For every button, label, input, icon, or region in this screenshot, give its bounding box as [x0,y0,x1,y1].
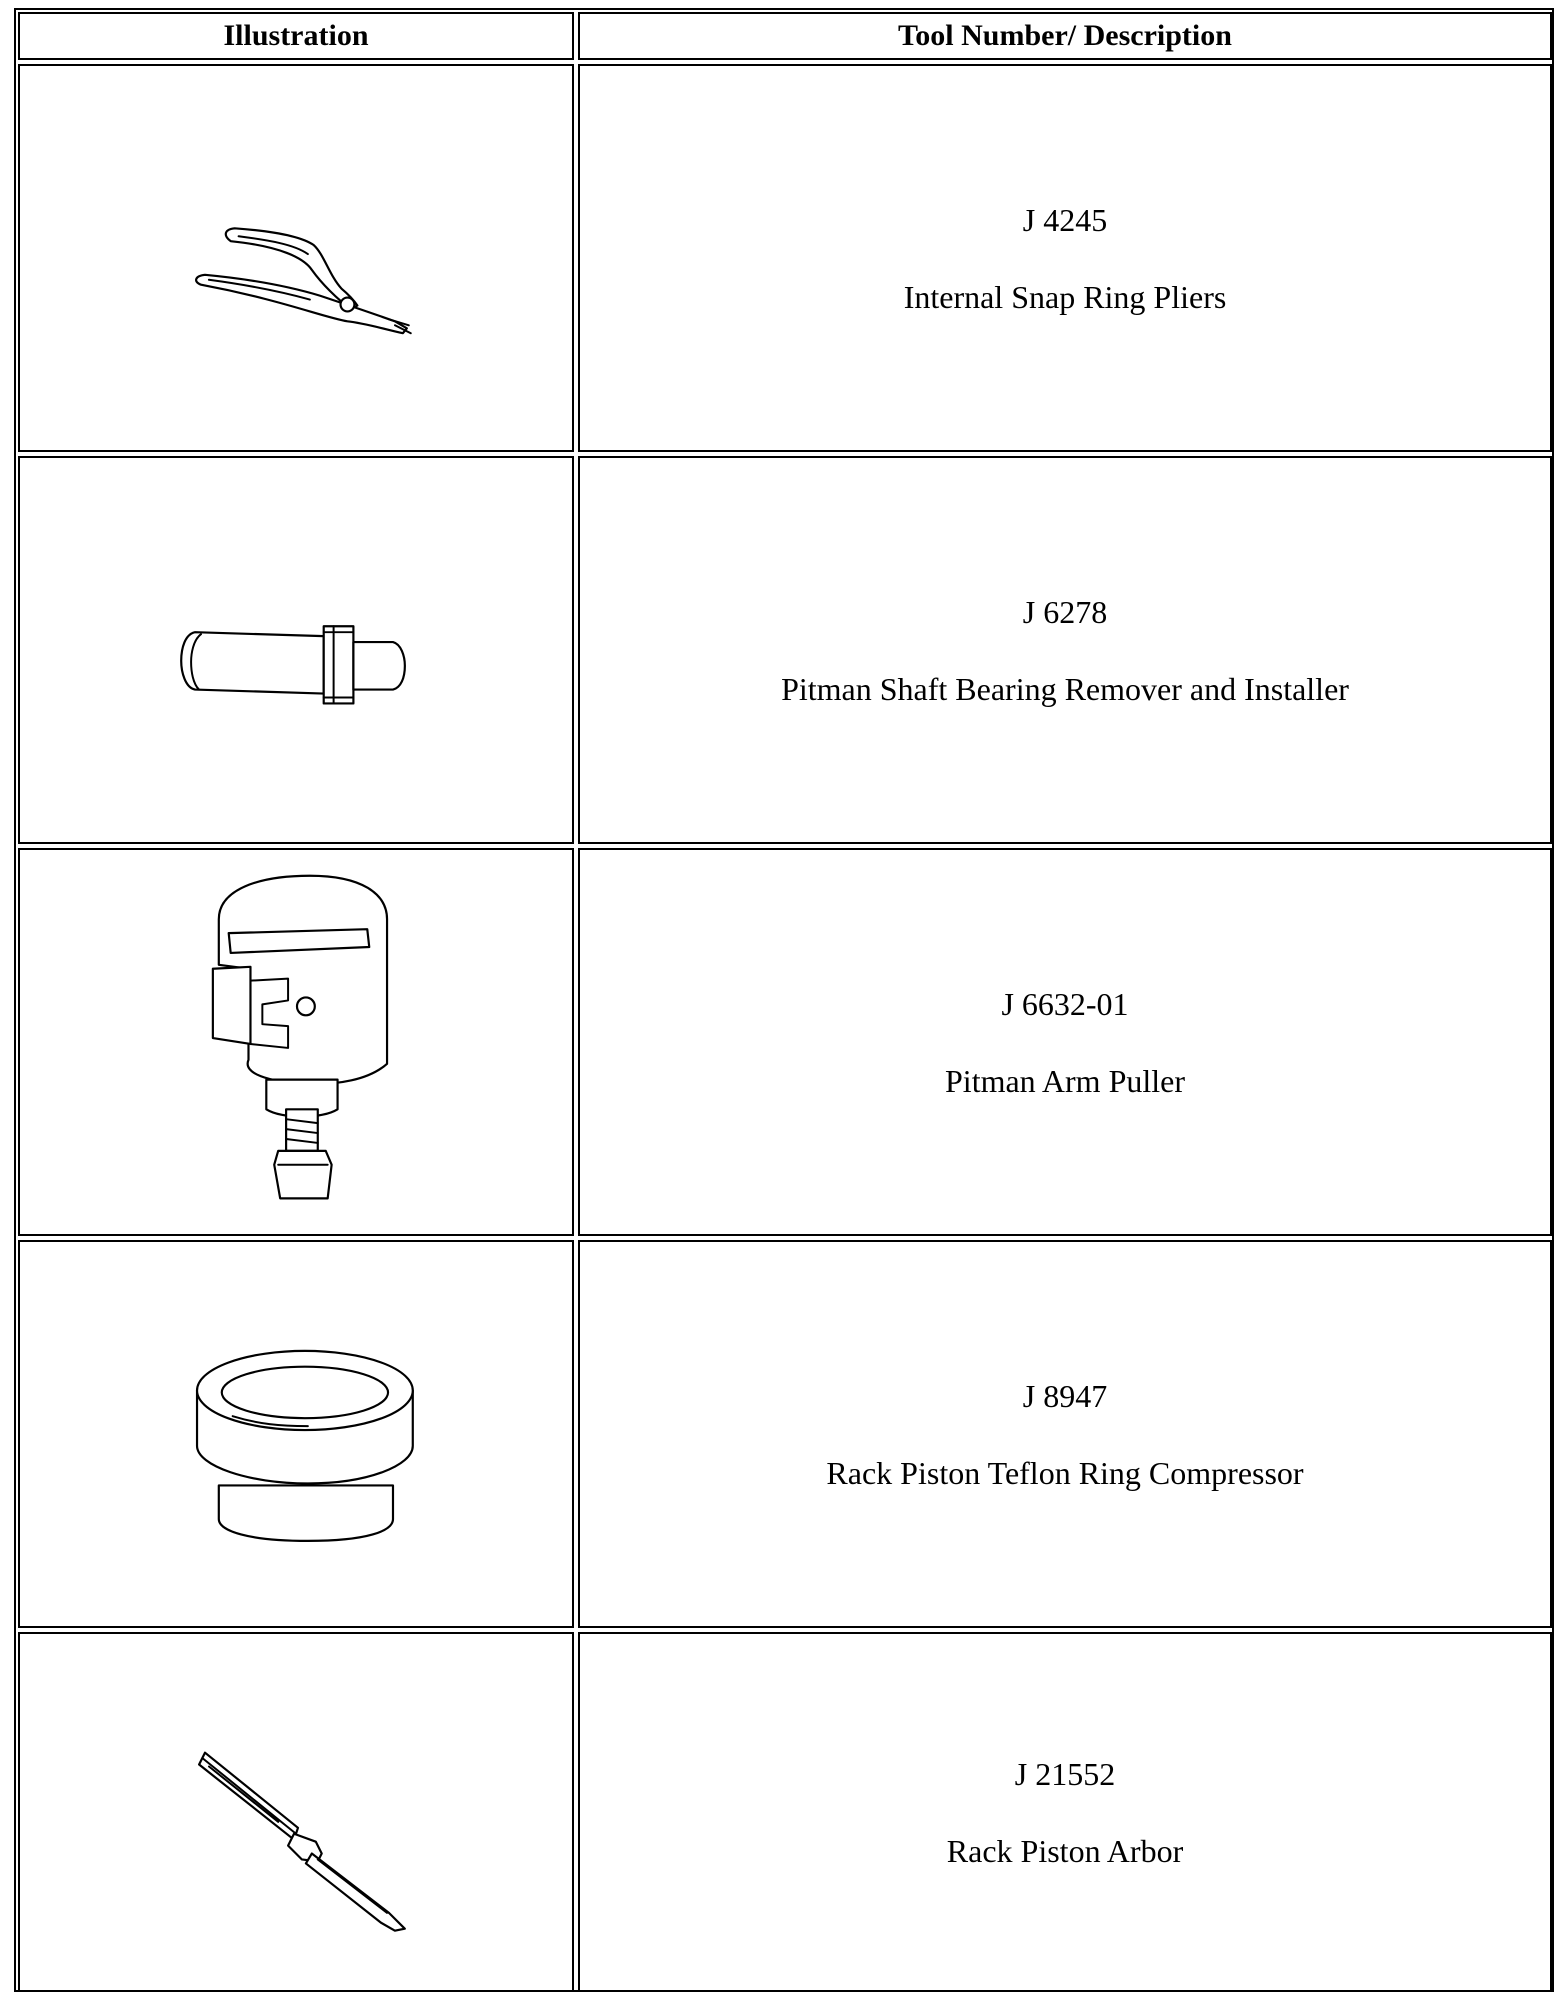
table-row-2-illustration [18,456,574,844]
table-row-1-description [578,64,1552,452]
tool-description: Pitman Shaft Bearing Remover and Installer [781,670,1349,707]
table-row-4-illustration [18,1240,574,1628]
ring-compressor-icon [20,1242,572,1626]
rack-piston-arbor-icon [20,1634,572,1990]
tool-number: J 8947 [1022,1377,1108,1414]
tool-description: Pitman Arm Puller [945,1062,1185,1099]
header-tool-description [578,12,1552,60]
table-row-3-description [578,848,1552,1236]
tool-number: J 6632-01 [1001,985,1129,1022]
table-row-2-description [578,456,1552,844]
table-row-5-description [578,1632,1552,1992]
header-illustration [18,12,574,60]
tool-number: J 21552 [1014,1755,1116,1792]
tool-table [14,8,1554,1992]
snap-ring-pliers-icon [20,66,572,450]
tool-number: J 6278 [1022,593,1108,630]
tool-description: Rack Piston Teflon Ring Compressor [826,1454,1304,1491]
pitman-arm-puller-icon [20,850,572,1234]
tool-description: Internal Snap Ring Pliers [903,278,1227,315]
table-row-5-illustration [18,1632,574,1992]
bearing-remover-installer-icon [20,458,572,842]
header-illustration-label: Illustration [223,19,369,52]
table-row-1-illustration [18,64,574,452]
header-tool-label: Tool Number/ Description [898,19,1232,52]
tool-description: Rack Piston Arbor [946,1832,1184,1869]
table-row-4-description [578,1240,1552,1628]
tool-number: J 4245 [1022,201,1108,238]
table-row-3-illustration [18,848,574,1236]
